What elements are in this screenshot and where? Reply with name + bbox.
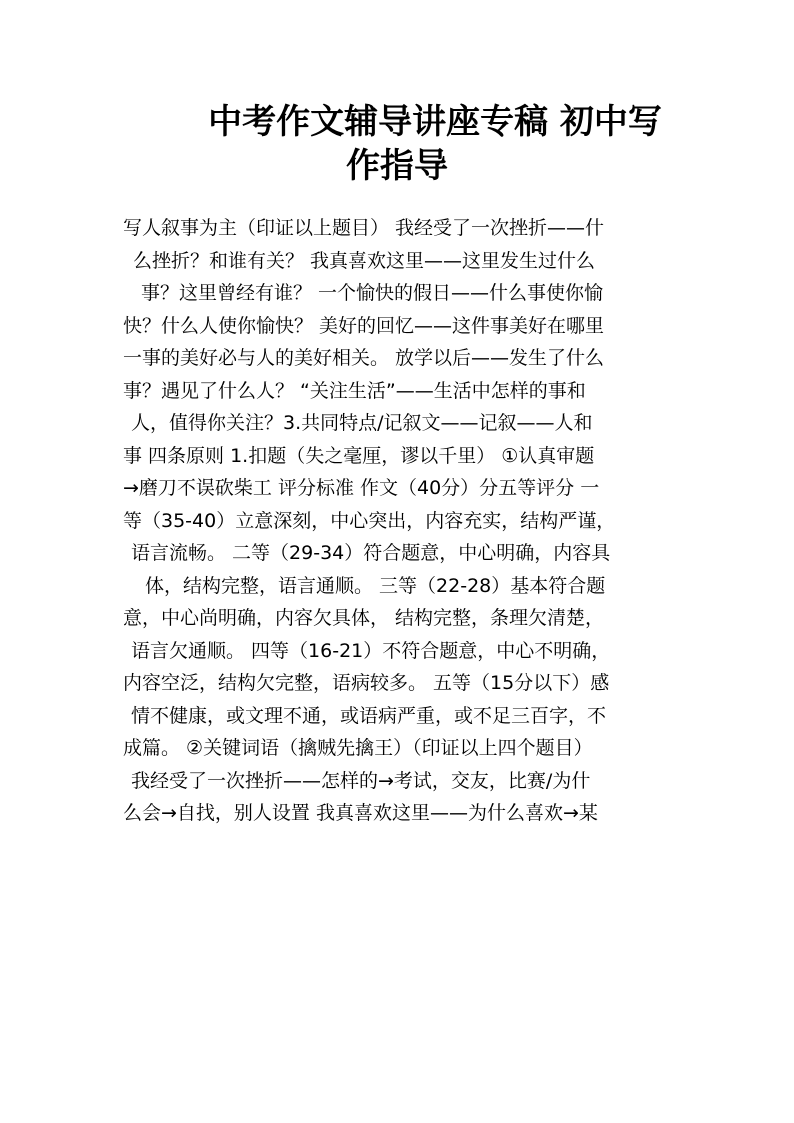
body-line: 么挫折？和谁有关？ 我真喜欢这里——这里发生过什么 bbox=[133, 249, 596, 272]
document-body bbox=[123, 212, 683, 830]
body-line: 意，中心尚明确，内容欠具体， 结构完整，条理欠清楚， bbox=[123, 607, 605, 629]
body-line: 成篇。 ②关键词语（擒贼先擒王）（印证以上四个题目） bbox=[123, 737, 593, 759]
body-line: 一事的美好必与人的美好相关。 放学以后——发生了什么 bbox=[123, 347, 605, 369]
body-line: 事？遇见了什么人？ “关注生活”——生活中怎样的事和 bbox=[123, 379, 586, 402]
body-line: 人，值得你关注？3.共同特点/记叙文——记叙——人和 bbox=[131, 412, 593, 434]
body-line: 语言欠通顺。 四等（16-21）不符合题意，中心不明确， bbox=[131, 639, 611, 662]
body-line: 快？什么人使你愉快？ 美好的回忆——这件事美好在哪里 bbox=[123, 314, 605, 337]
body-line: 体，结构完整，语言通顺。 三等（22-28）基本符合题 bbox=[145, 574, 606, 597]
body-line: 写人叙事为主（印证以上题目） 我经受了一次挫折——什 bbox=[123, 217, 605, 239]
body-line: 等（35-40）立意深刻，中心突出，内容充实，结构严谨， bbox=[123, 509, 616, 532]
body-line: 事？这里曾经有谁？ 一个愉快的假日——什么事使你愉 bbox=[141, 282, 604, 304]
document-title-line-2: 作指导 bbox=[346, 146, 448, 186]
body-line: 情不健康，或文理不通，或语病严重，或不足三百字，不 bbox=[131, 704, 607, 727]
body-line: →磨刀不误砍柴工 评分标准 作文（40分）分五等评分 一 bbox=[123, 477, 600, 499]
document-title-line-1: 中考作文辅导讲座专稿 初中写 bbox=[208, 102, 662, 142]
body-line: 内容空泛，结构欠完整，语病较多。 五等（15分以下）感 bbox=[123, 672, 610, 694]
body-line: 语言流畅。 二等（29-34）符合题意，中心明确，内容具 bbox=[131, 542, 611, 564]
body-line: 我经受了一次挫折——怎样的→考试，交友，比赛/为什 bbox=[131, 769, 591, 792]
body-line: 么会→自找，别人设置 我真喜欢这里——为什么喜欢→某 bbox=[123, 802, 598, 824]
body-line: 事 四条原则 1.扣题（失之毫厘，谬以千里） ①认真审题 bbox=[123, 444, 595, 467]
